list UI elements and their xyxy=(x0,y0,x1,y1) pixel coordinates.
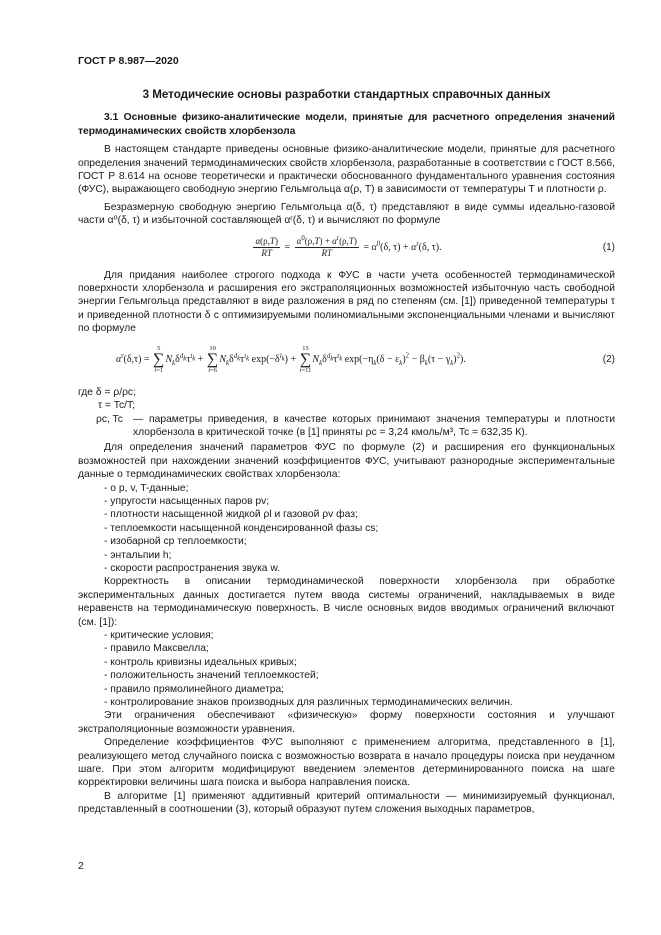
definition-delta: где δ = ρ/ρc; xyxy=(78,386,136,398)
list-item: - контроль кривизны идеальных кривых; xyxy=(104,656,297,668)
eq1-lhs-fraction: $\frac{\alpha(\rho,T)}{RT}$ xyxy=(255,236,278,259)
equation-1: $\frac{\alpha(\rho,T)}{RT}$ = $\frac{\alpha^0(\rho,T) + \alpha^r(\rho,T)}{RT}$ = $\alpha^0(\delta$, $\tau) + \alpha^r(\delta$, τ). (1) xyxy=(255,235,615,259)
paragraph-criterion: В алгоритме [1] применяют аддитивный критерий оптимальности — минимизируемый функционал, представленный в соотношении (3), который образуют путем сложения выходных параметров, xyxy=(78,790,615,816)
list-item: - скорости распространения звука w. xyxy=(104,562,281,574)
paragraph-experimental-data: Для определения значений параметров ФУС по формуле (2) и расширения его функциональных возможностей при нахождении значений коэффициентов ФУС, учитывают разнородные экспериментальные данные о термодинамических свойствах хлорбензола: xyxy=(78,442,615,481)
paragraph-constraints-effect: Эти ограничения обеспечивают «физическую» форму поверхности состояния и улучшают экстраполяционные возможности уравнения. xyxy=(78,710,615,735)
paragraph-intro: В настоящем стандарте приведены основные физико-аналитические модели, принятые для расчетного определения значений термодинамических свойств хлорбензола, разработанные в соответствии с ГОСТ 8.566, ГОСТ Р 8.614 на основе теоретически и практически обоснованного фундаментального уравнения состояния (ФУС), выражающего свободную энергию Гельмгольца α(ρ, T) в зависимости от температуры T и плотности ρ. xyxy=(78,144,615,196)
paragraph-constraints: Корректность в описании термодинамической поверхности хлорбензола при обработке экспериментальных данных достигается путем ввода системы ограничений, накладываемых в виде неравенств на термодинамическую поверхность. В числе основных видов вводимых ограничений включают (см. [1]): xyxy=(78,576,615,628)
list-item: - критические условия; xyxy=(104,630,214,641)
page-number: 2 xyxy=(78,860,84,872)
list-item: - изобарной cp теплоемкости; xyxy=(104,536,247,548)
definition-tau: τ = Tc/T; xyxy=(98,400,135,412)
subsection-title: 3.1 Основные физико-аналитические модели, принятые для расчетного определения значений термодинамических свойств хлорбензола xyxy=(78,112,615,137)
list-item: - плотности насыщенной жидкой ρl и газовой ρv фаз; xyxy=(104,509,358,521)
section-title: 3 Методические основы разработки стандартных справочных данных xyxy=(142,88,551,101)
list-item: - контролирование знаков производных для различных термодинамических величин. xyxy=(104,697,513,709)
list-item: - энтальпии h; xyxy=(104,549,172,561)
list-item: - положительность значений теплоемкостей; xyxy=(104,670,319,682)
parameter-definitions xyxy=(78,386,615,440)
constraints-list xyxy=(78,629,615,709)
eq1-mid-fraction: $\frac{\alpha^0(\rho,T) + \alpha^r(\rho,T)}{RT}$ xyxy=(296,235,357,259)
paragraph-algorithm: Определение коэффициентов ФУС выполняют с применением алгоритма, представленного в [1], реализующего метод случайного поиска с возможностью возврата в начало процедуры поиска при неудачном шаге. При этом алгоритм модифицируют введением элементов детерминированного поиска на шаге корректировки величины шага поиска и выбора направления поиска. xyxy=(78,737,615,789)
document-header: ГОСТ Р 8.987—2020 xyxy=(78,55,179,67)
experimental-data-list xyxy=(78,482,615,576)
list-item: - теплоемкости насыщенной конденсированной фазы cs; xyxy=(104,522,379,534)
equation-2: $\alpha^r(\delta,\tau)$ = 5 ∑ i=1 $N_k\delta^{d_k}\tau^{t_k}$ + 10 ∑ i=6 $N_k\delta^{d_k}\tau^{t_k}$ $\exp(-\delta^{l_k})$ + 15 ∑ i=11 $N_k\delta^{d_k}\tau^{t_k}$ $\exp(-\eta_k(\delta - \varepsilon_k)^2 - \beta_k(\tau - \gamma_k)^2)$. (2) xyxy=(116,345,615,375)
list-item: - правило Максвелла; xyxy=(104,643,209,655)
list-item: - правило прямолинейного диаметра; xyxy=(104,683,285,695)
paragraph-expansion: Для придания наиболее строгого подхода к ФУС в части учета особенностей термодинамической поверхности хлорбензола и расширения его экстраполяционных возможностей избыточную часть свободной энергии Гельмгольца представляют в виде разложения в ряд по степеням (см. [1]) приведенной температуры τ и приведенной плотности δ с оптимизируемыми полиномиальными экспоненциальными членами и вычисляют по формуле xyxy=(78,269,615,335)
definition-critical-label: ρc, Tc xyxy=(96,413,123,425)
equation-2-number: (2) xyxy=(602,353,615,365)
equation-1-number: (1) xyxy=(602,241,615,253)
definition-critical-params: — параметры приведения, в качестве которых принимают значения температуры и плотности хлорбензола в критической точке (в [1] приняты ρc = 3,24 кмоль/м³, Tc = 632,35 К). xyxy=(133,413,615,438)
document-body xyxy=(78,88,615,817)
paragraph-helmholtz: Безразмерную свободную энергию Гельмгольца α(δ, τ) представляют в виде суммы идеально-газовой части α⁰(δ, τ) и избыточной составляющей αʳ(δ, τ) и вычисляют по формуле xyxy=(78,201,615,227)
list-item: - упругости насыщенных паров pv; xyxy=(104,495,270,507)
list-item: - о p, v, T-данные; xyxy=(104,482,189,494)
